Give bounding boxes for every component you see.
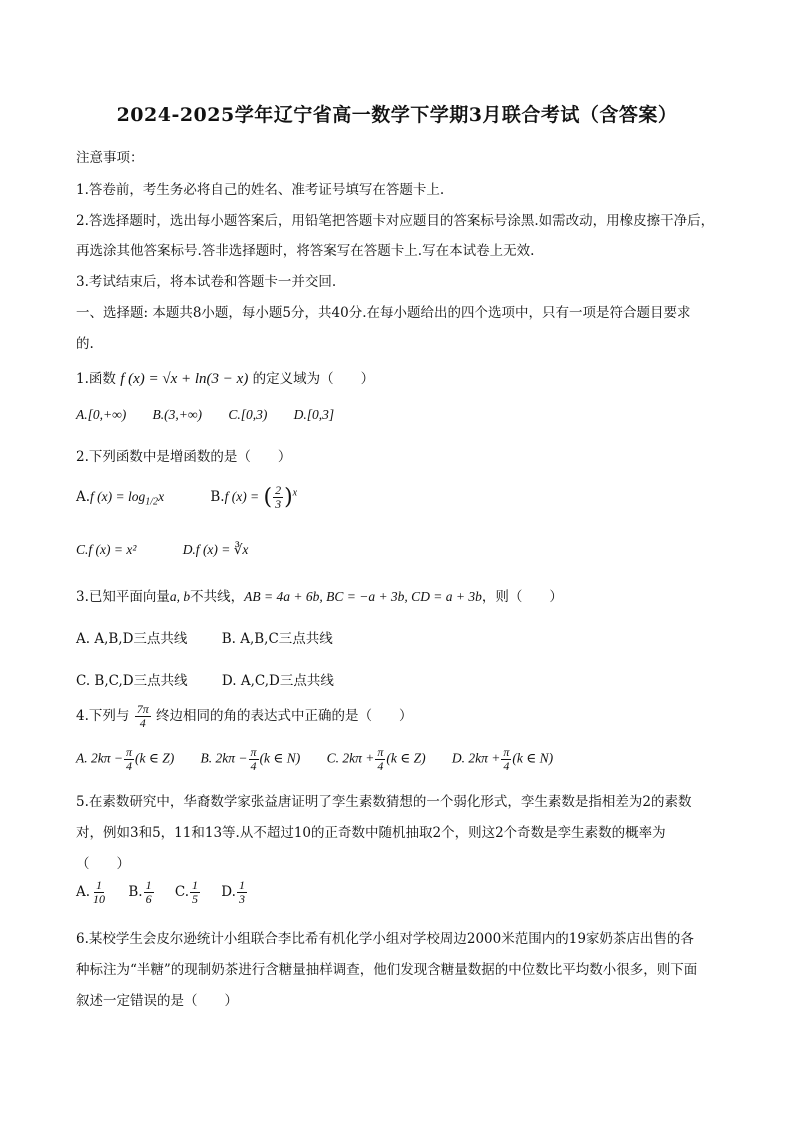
section-heading-line1: 一、选择题: 本题共8小题，每小题5分，共40分.在每小题给出的四个选项中，只有一项是符合题目要求: [76, 305, 691, 321]
q5-option-a: [76, 879, 108, 906]
q3-prefix: 3.已知平面向量: [76, 589, 170, 605]
q3-suffix: ，则（ ）: [481, 589, 563, 605]
q5-a-den: 10: [93, 892, 106, 906]
q4-d-den: 4: [503, 759, 510, 773]
page-title: 2024-2025学年辽宁省高一数学下学期3月联合考试（含答案）: [116, 104, 678, 126]
q5-option-d: [221, 879, 248, 906]
q5-b-label: B.: [128, 884, 143, 900]
notice-heading: 注意事项：: [76, 150, 144, 166]
q4-b-fraction: [249, 746, 259, 773]
question-1-stem: [76, 367, 374, 388]
q4-prefix: 4.下列与: [76, 708, 130, 724]
q5-b-num: 1: [145, 878, 152, 892]
q4-d-pre: D. 2kπ +: [451, 750, 501, 766]
q4-num: 7π: [136, 702, 149, 716]
question-5-line1: 5.在素数研究中，华裔数学家张益唐证明了孪生素数猜想的一个弱化形式，孪生素数是指相差为2的素数: [76, 794, 692, 810]
q1-prefix: 1.函数: [76, 371, 116, 387]
q5-a-fraction: [91, 879, 107, 906]
q4-d-post: (k ∈ N): [512, 750, 554, 766]
q4-den: 4: [139, 716, 146, 730]
question-4-options: [76, 746, 575, 773]
notice-item-2a: 2.答选择题时，选出每小题答案后，用铅笔把答题卡对应题目的答案标号涂黑.如需改动，用橡皮擦干净后，: [76, 213, 715, 229]
q4-c-fraction: [375, 746, 385, 773]
q5-b-den: 6: [145, 892, 152, 906]
question-2-options-ab: [76, 484, 319, 511]
question-6-line1: 6.某校学生会皮尔逊统计小组联合李比希有机化学小组对学校周边2000米范围内的19家奶茶店出售的各: [76, 931, 694, 947]
q5-d-den: 3: [238, 892, 245, 906]
q4-d-num: π: [503, 745, 510, 759]
q5-option-b: [128, 879, 154, 906]
q5-option-c: [175, 879, 201, 906]
q1-suffix: 的定义域为（ ）: [252, 371, 375, 387]
question-5-line3: （ ）: [76, 856, 130, 872]
q4-a-fraction: [124, 746, 134, 773]
q4-option-a: [76, 746, 174, 773]
q2-b-fraction: [273, 484, 283, 511]
notice-item-2b: 再选涂其他答案标号.答非选择题时，将答案写在答题卡上.写在本试卷上无效.: [76, 243, 535, 259]
q2-b-den: 3: [275, 497, 282, 511]
q4-d-fraction: [501, 746, 511, 773]
q5-b-fraction: [144, 879, 154, 906]
q4-suffix: 终边相同的角的表达式中正确的是（ ）: [156, 708, 413, 724]
q1-formula: f (x) = √x + ln(3 − x): [120, 371, 249, 387]
q2-option-c: C.f (x) = x²: [76, 542, 137, 557]
q1-option-c: C.[0,3): [228, 407, 268, 422]
q3-option-a: A. A,B,D三点共线: [76, 631, 188, 647]
q4-c-post: (k ∈ Z): [386, 750, 426, 766]
q2-a-formula: f (x) = log: [90, 489, 146, 504]
q5-c-fraction: [190, 879, 200, 906]
question-6-line2: 种标注为“半糖”的现制奶茶进行含糖量抽样调查，他们发现含糖量数据的中位数比平均数小很多，则下面: [76, 962, 698, 978]
q5-c-num: 1: [192, 878, 198, 892]
q1-option-a: A.[0,+∞): [76, 407, 127, 422]
q2-option-a: [76, 489, 164, 508]
q4-c-num: π: [377, 745, 384, 759]
question-6-line3: 叙述一定错误的是（ ）: [76, 993, 238, 1009]
q2-a-base: 1/2: [145, 496, 159, 508]
q4-option-d: [452, 746, 553, 773]
q5-c-den: 5: [192, 892, 198, 906]
q4-b-num: π: [250, 745, 257, 759]
q4-c-den: 4: [377, 759, 384, 773]
q4-b-post: (k ∈ N): [259, 750, 301, 766]
q3-option-c: C. B,C,D三点共线: [76, 673, 188, 689]
question-3-stem: [76, 585, 563, 605]
q5-d-num: 1: [238, 878, 245, 892]
q2-option-d: D.f (x) = ∛x: [182, 542, 249, 557]
q4-b-den: 4: [250, 759, 257, 773]
question-5-line2: 对，例如3和5，11和13等.从不超过10的正奇数中随机抽取2个，则这2个奇数是孪生素数的概率为: [76, 825, 666, 841]
q2-a-label: A.: [76, 489, 91, 505]
q5-c-label: C.: [174, 884, 189, 900]
q4-option-b: [201, 746, 301, 773]
q2-a-tail: x: [158, 489, 165, 504]
q4-b-pre: B. 2kπ −: [200, 750, 248, 766]
section-heading-line2: 的.: [76, 336, 94, 352]
q4-angle-fraction: [135, 703, 151, 730]
q5-a-label: A.: [76, 884, 91, 900]
q3-option-b: B. A,B,C三点共线: [221, 631, 333, 647]
q1-option-b: B.(3,+∞): [152, 407, 203, 422]
q4-option-c: [327, 746, 426, 773]
q2-option-b: B.f (x) = ( $\frac{2}{3}$ )$^x$: [210, 483, 298, 511]
q4-a-post: (k ∈ Z): [135, 750, 175, 766]
q2-b-exponent: x: [292, 487, 298, 499]
notice-item-3: 3.考试结束后，将本试卷和答题卡一并交回.: [76, 274, 337, 290]
q4-a-den: 4: [126, 759, 132, 773]
q2-b-label: B.: [210, 489, 225, 505]
q5-d-fraction: [237, 879, 247, 906]
question-2-stem: 2.下列函数中是增函数的是（ ）: [76, 449, 292, 465]
question-4-stem: [76, 703, 413, 730]
q4-a-pre: A. 2kπ −: [76, 750, 123, 766]
q1-option-d: D.[0,3]: [293, 407, 335, 422]
q3-mid: 不共线，: [190, 589, 245, 605]
notice-item-1: 1.答卷前，考生务必将自己的姓名、准考证号填写在答题卡上.: [76, 182, 445, 198]
q5-d-label: D.: [221, 884, 236, 900]
q3-option-d: D. A,C,D三点共线: [221, 673, 334, 689]
question-3-options-cd: [76, 669, 356, 689]
q4-a-num: π: [126, 745, 133, 759]
q5-a-num: 1: [96, 878, 103, 892]
q2-b-num: 2: [275, 483, 282, 497]
q2-b-formula: f (x) =: [224, 489, 260, 504]
question-5-options: [76, 879, 270, 906]
q4-c-pre: C. 2kπ +: [326, 750, 375, 766]
question-3-options-ab: [76, 627, 355, 647]
q3-vectors: a, b: [169, 589, 191, 604]
question-2-options-cd: [76, 542, 270, 558]
q3-formula: AB = 4a + 6b, BC = −a + 3b, CD = a + 3b: [244, 589, 482, 604]
question-1-options: [76, 407, 356, 423]
